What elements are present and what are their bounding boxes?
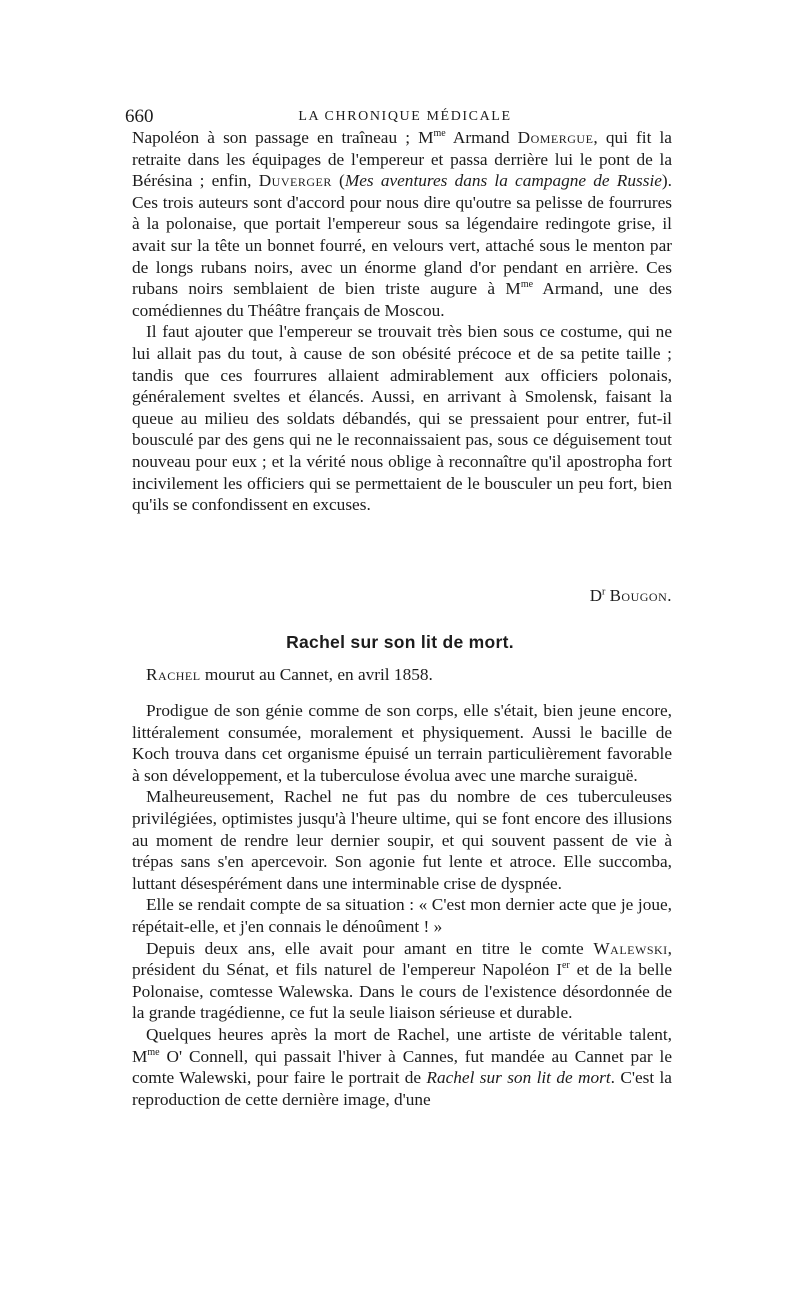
continuation-text bbox=[132, 127, 672, 516]
paragraph: Prodigue de son génie comme de son corps, elle s'était, bien jeune encore, littéralement consumée, moralement et physiquement. Aussi le bacille de Koch trouva dans cet organisme épuisé un terrain particulièrement favorable à son développement, et la tuberculose évolua avec une marche suraiguë. bbox=[132, 701, 672, 785]
section-text bbox=[132, 700, 672, 1110]
artwork-title: Rachel sur son lit de mort bbox=[426, 1068, 611, 1088]
paragraph: Quelques heures après la mort de Rachel, une artiste de véritable talent, $M^{me}$ O' Connell, qui passait l'hiver à Cannes, fut mandée au Cannet par le comte Walewski, pour faire le portrait de Rachel sur son lit de mort. C'est la reproduction de cette dernière image, d'une bbox=[132, 1024, 672, 1109]
running-title: LA CHRONIQUE MÉDICALE bbox=[298, 109, 512, 124]
signature: $D^r$ Bougon. bbox=[589, 586, 672, 605]
paragraph: Elle se rendait compte de sa situation : « C'est mon dernier acte que je joue, répétait-elle, et j'en connais le dénoûment ! » bbox=[132, 895, 672, 936]
paragraph: Depuis deux ans, elle avait pour amant en titre le comte Walewski, président du Sénat, et fils naturel de l'empereur Napoléon Ier et de la belle Polonaise, comtesse Walewska. Dans le cours de l'existence désordonnée de la grande tragédienne, ce fut la seule liaison sérieuse et durable. bbox=[132, 938, 672, 1023]
person-name: Walewski bbox=[593, 938, 668, 958]
paragraph: Il faut ajouter que l'empereur se trouvait très bien sous ce costume, qui ne lui allait pas du tout, à cause de son obésité précoce et de sa petite taille ; tandis que ces fourrures allaient admirablement aux officiers polonais, généralement sveltes et élancés. Aussi, en arrivant à Smolensk, faisant la queue au milieu des soldats débandés, qui se pressaient pour entrer, fut-il bousculé par des gens qui ne le reconnaissaient pas, sous ce déguisement tout nouveau pour eux ; et la vérité nous oblige à reconnaître qu'il apostropha fort incivilement les officiers qui se permettaient de le bousculer un peu fort, bien qu'ils se confondissent en excuses. bbox=[132, 322, 672, 515]
subject-name: Rachel bbox=[146, 665, 201, 684]
book-title: Mes aventures dans la campagne de Russie bbox=[344, 171, 662, 191]
section-first-line: Rachel mourut au Cannet, en avril 1858. bbox=[146, 665, 433, 684]
paragraph: Napoléon à son passage en traîneau ; $M^{me}$ Armand Domergue, qui fit la retraite dans les équipages de l'empereur et passa derrière lui le pont de la Bérésina ; enfin, Duverger (Mes aventures dans la campagne de Russie). Ces trois auteurs sont d'accord pour nous dire qu'outre sa pelisse de fourrures à la polonaise, que portait l'empereur sous sa légendaire redingote grise, il avait sur la tête un bonnet fourré, en velours vert, attaché sous le menton par de longs rubans noirs, avec un énorme gland d'or pendant en arrière. Ces rubans noirs semblaient de bien triste augure à $M^{me}$ Armand, une des comédiennes du Théâtre français de Moscou. bbox=[132, 128, 672, 320]
author-name: Duverger bbox=[258, 171, 332, 191]
author-name: Domergue bbox=[517, 128, 594, 147]
section-heading: Rachel sur son lit de mort. bbox=[286, 632, 514, 652]
paragraph: Malheureusement, Rachel ne fut pas du nombre de ces tuberculeuses privilégiées, optimistes jusqu'à l'heure ultime, qui se font encore des illusions au moment de rendre leur dernier soupir, et qui souvent passent de vie à trépas sans s'en apercevoir. Son agonie fut lente et atroce. Elle succomba, luttant désespérément dans une interminable crise de dyspnée. bbox=[132, 787, 672, 893]
page-number: 660 bbox=[125, 106, 154, 127]
